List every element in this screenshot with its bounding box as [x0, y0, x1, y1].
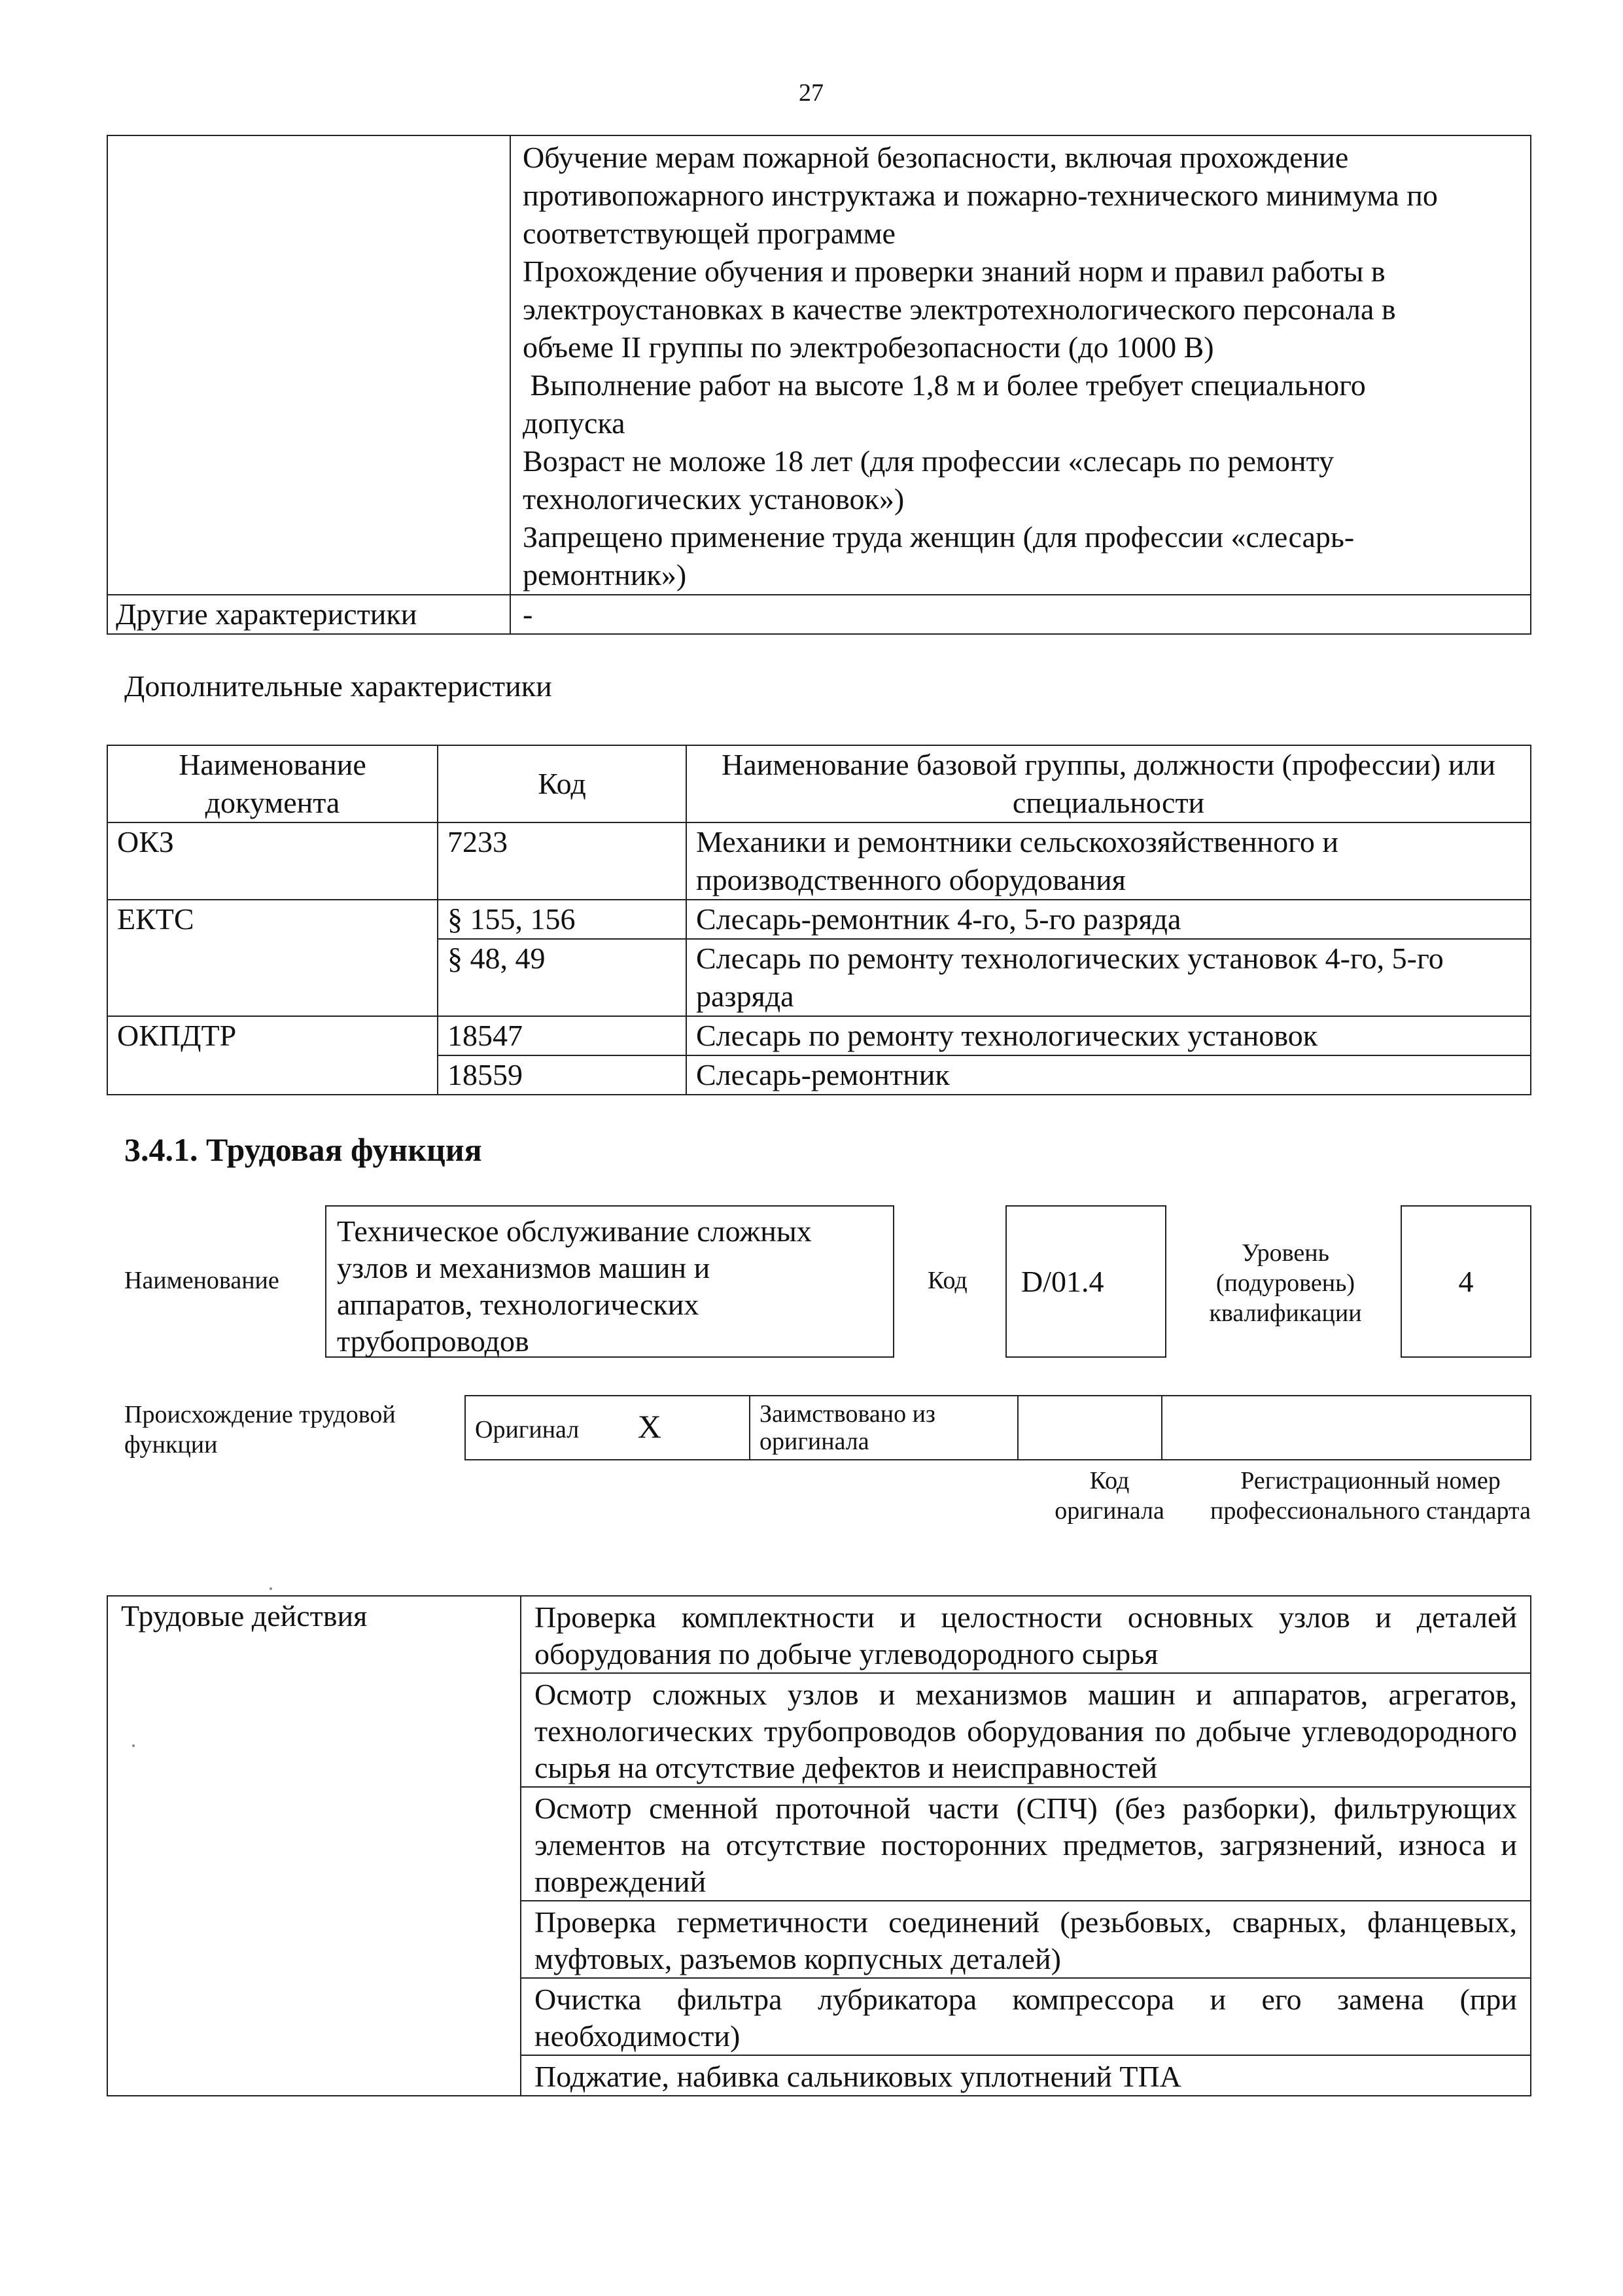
- table-row: [107, 1016, 1531, 1055]
- function-code-value: D/01.4: [1021, 1265, 1104, 1298]
- table-header-row: [107, 745, 1531, 822]
- doc-cell: ОКПДТР: [107, 1016, 438, 1055]
- qualification-level-value: 4: [1458, 1265, 1474, 1298]
- reg-number-cell: [1162, 1396, 1531, 1460]
- code-cell: 7233: [438, 822, 686, 900]
- doc-cell: ЕКТС: [107, 900, 438, 939]
- requirement-line: Обучение мерам пожарной безопасности, включая прохождение: [523, 141, 1349, 174]
- labor-action-item: Осмотр сменной проточной части (СПЧ) (без разборки), фильтрующих элементов на отсутствие посторонних предметов, загрязнений, износа и повреждений: [521, 1787, 1531, 1901]
- original-cell: [465, 1396, 750, 1460]
- level-label-line: (подуровень): [1215, 1269, 1355, 1297]
- other-characteristics-label: Другие характеристики: [107, 595, 510, 634]
- labor-actions-table: [107, 1595, 1531, 2096]
- labor-action-item: Осмотр сложных узлов и механизмов машин и аппаратов, агрегатов, технологических трубопроводов оборудования по добыче углеводородного сырья на отсутствие дефектов и неисправностей: [521, 1673, 1531, 1787]
- function-name-line: аппаратов, технологических: [337, 1288, 699, 1321]
- requirement-line: Возраст не моложе 18 лет (для профессии «слесарь по ремонту: [523, 444, 1335, 478]
- name-cell: Слесарь по ремонту технологических установок 4-го, 5-го разряда: [686, 939, 1531, 1016]
- page-number: 27: [799, 79, 824, 107]
- borrowed-cell: Заимствовано из оригинала: [750, 1396, 1018, 1460]
- name-cell: Слесарь по ремонту технологических установок: [686, 1016, 1531, 1055]
- column-header-document: Наименование документа: [107, 745, 438, 822]
- function-name-line: Техническое обслуживание сложных: [337, 1214, 812, 1248]
- labor-function-heading: 3.4.1. Трудовая функция: [124, 1131, 482, 1168]
- labor-actions-label: Трудовые действия: [107, 1596, 521, 2096]
- requirements-label-cell: [107, 135, 510, 595]
- requirement-line: допуска: [523, 406, 625, 440]
- additional-characteristics-heading: Дополнительные характеристики: [124, 669, 552, 703]
- doc-cell: [107, 1055, 438, 1095]
- function-code-box: [1005, 1205, 1166, 1358]
- labor-action-item: Очистка фильтра лубрикатора компрессора и его замена (при необходимости): [521, 1978, 1531, 2055]
- function-name-box: [325, 1205, 894, 1358]
- table-row: [107, 900, 1531, 939]
- requirement-line: Запрещено применение труда женщин (для профессии «слесарь-: [523, 520, 1355, 554]
- table-row: [107, 1055, 1531, 1095]
- other-characteristics-value: -: [510, 595, 1531, 634]
- requirement-line: электроустановках в качестве электротехнологического персонала в: [523, 292, 1396, 326]
- level-label-line: Уровень: [1242, 1239, 1329, 1267]
- name-cell: Слесарь-ремонтник: [686, 1055, 1531, 1095]
- qualification-level-box: [1401, 1205, 1531, 1358]
- original-label: Оригинал: [475, 1415, 580, 1443]
- function-name-line: трубопроводов: [337, 1324, 529, 1358]
- requirement-line: ремонтник»): [523, 558, 687, 592]
- code-original-caption: Код оригинала: [1055, 1467, 1164, 1525]
- doc-cell: ОКЗ: [107, 822, 438, 900]
- table-row: [107, 822, 1531, 900]
- code-original-cell: [1018, 1396, 1162, 1460]
- code-cell: § 155, 156: [438, 900, 686, 939]
- original-mark: X: [637, 1407, 661, 1445]
- code-cell: 18559: [438, 1055, 686, 1095]
- function-code-label: Код: [928, 1267, 968, 1294]
- level-label-line: квалификации: [1209, 1299, 1362, 1327]
- column-header-name: Наименование базовой группы, должности (профессии) или специальности: [686, 745, 1531, 822]
- requirements-table: [107, 135, 1531, 635]
- requirement-line: противопожарного инструктажа и пожарно-технического минимума по: [523, 179, 1438, 212]
- function-name-line: узлов и механизмов машин и: [337, 1251, 710, 1284]
- name-cell: Механики и ремонтники сельскохозяйственного и производственного оборудования: [686, 822, 1531, 900]
- function-name-label: Наименование: [124, 1267, 279, 1294]
- labor-action-item: Поджатие, набивка сальниковых уплотнений ТПА: [521, 2055, 1531, 2096]
- table-row: [107, 595, 1531, 634]
- table-row: [465, 1396, 1531, 1460]
- table-row: [107, 939, 1531, 1016]
- qualification-level-label: [1191, 1238, 1380, 1328]
- name-cell: Слесарь-ремонтник 4-го, 5-го разряда: [686, 900, 1531, 939]
- requirement-line: объеме II группы по электробезопасности (до 1000 В): [523, 330, 1214, 364]
- scan-speck: [270, 1587, 272, 1590]
- requirement-line: Прохождение обучения и проверки знаний норм и правил работы в: [523, 255, 1386, 288]
- labor-action-item: Проверка комплектности и целостности основных узлов и деталей оборудования по добыче углеводородного сырья: [521, 1596, 1531, 1673]
- additional-characteristics-table: [107, 745, 1531, 1095]
- requirement-line: соответствующей программе: [523, 217, 896, 250]
- requirement-line: технологических установок»): [523, 482, 905, 516]
- origin-label: Происхождение трудовой функции: [124, 1401, 396, 1458]
- requirement-line: Выполнение работ на высоте 1,8 м и более требует специального: [523, 368, 1366, 402]
- code-cell: § 48, 49: [438, 939, 686, 1016]
- column-header-code: Код: [438, 745, 686, 822]
- doc-cell: [107, 939, 438, 1016]
- code-cell: 18547: [438, 1016, 686, 1055]
- table-row: [107, 1596, 1531, 1673]
- table-row: [107, 135, 1531, 595]
- requirements-text-cell: [510, 135, 1531, 595]
- origin-table: [464, 1395, 1531, 1460]
- labor-action-item: Проверка герметичности соединений (резьбовых, сварных, фланцевых, муфтовых, разъемов корпусных деталей): [521, 1901, 1531, 1978]
- reg-number-caption: Регистрационный номер профессионального стандарта: [1210, 1467, 1531, 1525]
